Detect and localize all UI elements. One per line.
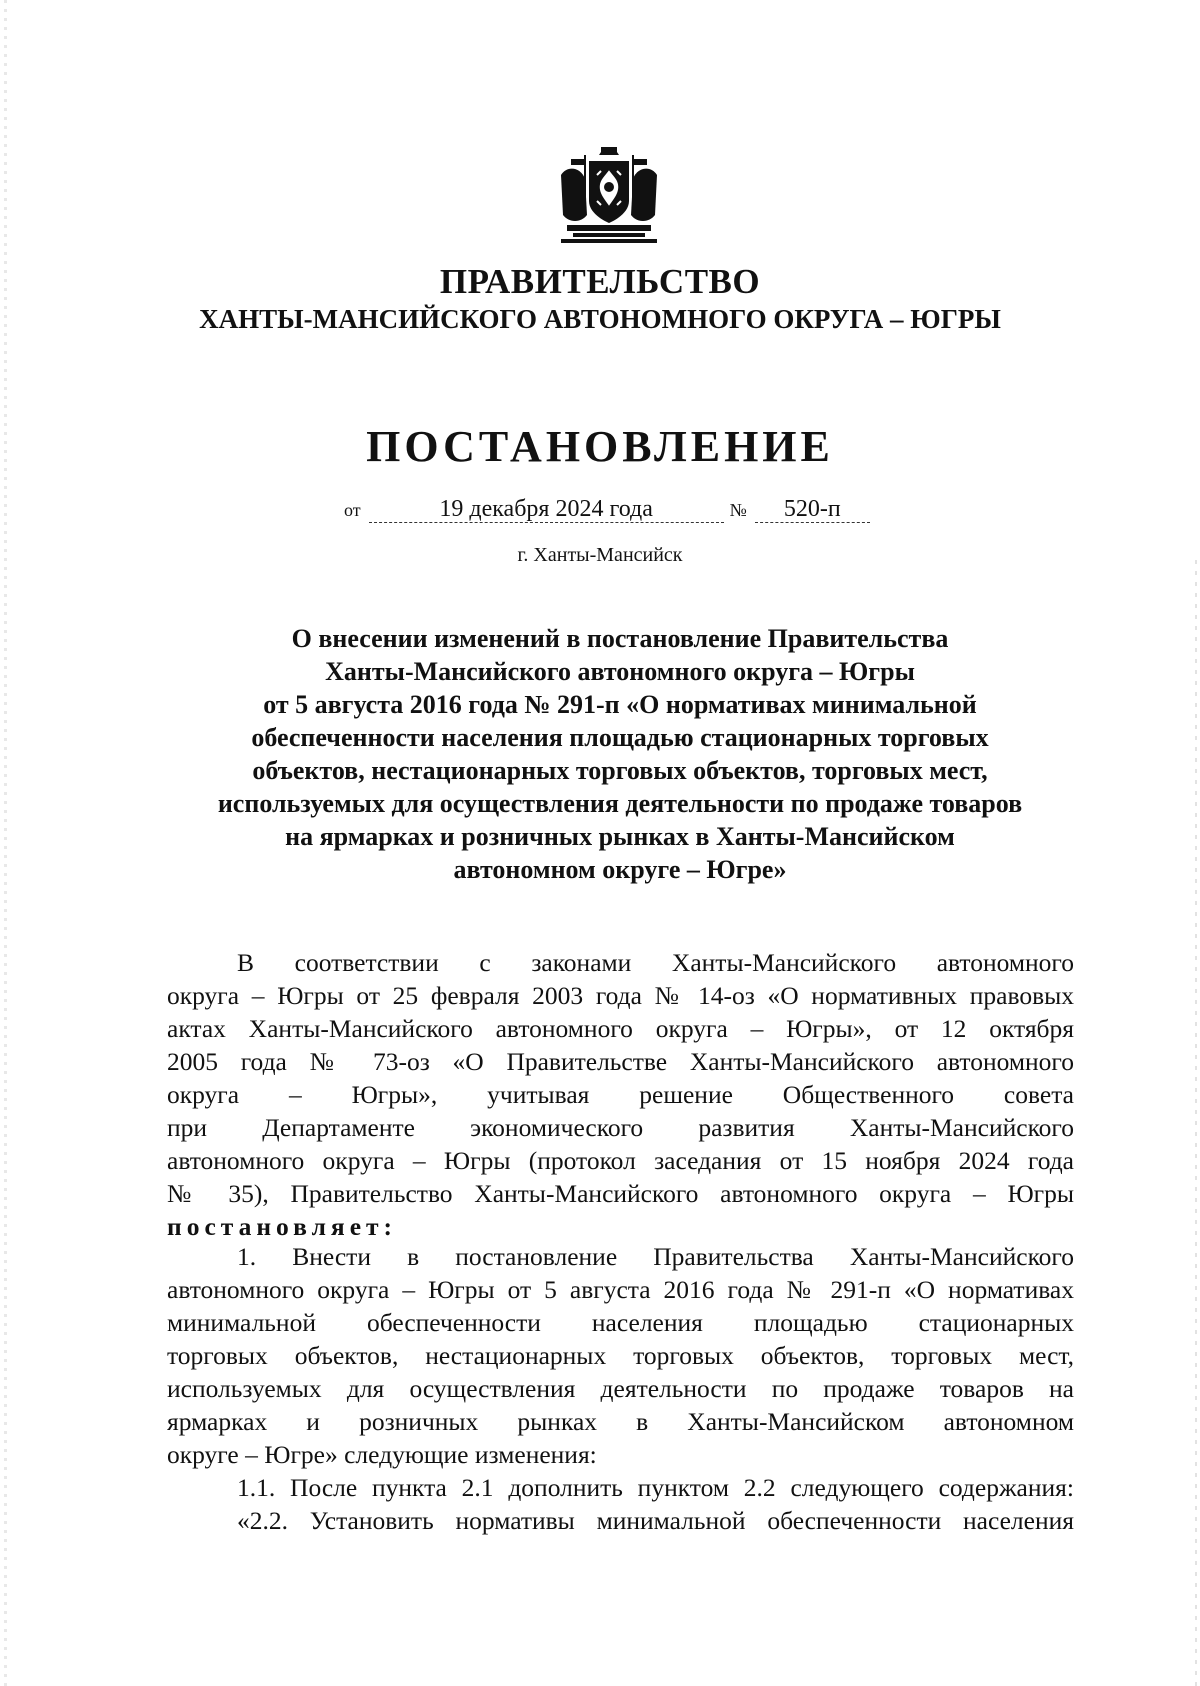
paragraph-line: округа – Югры от 25 февраля 2003 года № 14-оз «О нормативных правовых <box>167 981 1074 1010</box>
date-prefix: от <box>344 500 361 520</box>
paragraph-line: № 35), Правительство Ханты-Мансийского автономного округа – Югры <box>167 1179 1074 1208</box>
document-heading <box>0 622 1200 886</box>
document-number: 520-п <box>755 496 870 523</box>
paragraph-line: ярмарках и розничных рынках в Ханты-Мансийском автономном <box>167 1407 1074 1436</box>
org-subtitle: ХАНТЫ-МАНСИЙСКОГО АВТОНОМНОГО ОКРУГА – ЮГРЫ <box>199 304 1001 334</box>
date-number-line <box>344 494 870 524</box>
heading-line: от 5 августа 2016 года № 291-п «О нормативах минимальной <box>263 690 977 719</box>
paragraph-line: актах Ханты-Мансийского автономного округа – Югры», от 12 октября <box>167 1014 1074 1043</box>
heading-line: объектов, нестационарных торговых объектов, торговых мест, <box>252 756 988 785</box>
paragraph-line: В соответствии с законами Ханты-Мансийского автономного <box>237 948 1074 977</box>
heading-line: Ханты-Мансийского автономного округа – Югры <box>325 657 915 686</box>
paragraph-line: автономного округа – Югры от 5 августа 2016 года № 291-п «О нормативах <box>167 1275 1074 1304</box>
resolves-word: постановляет: <box>167 1212 398 1241</box>
heading-line: автономном округе – Югре» <box>453 855 787 884</box>
paragraph-line: при Департаменте экономического развития Ханты-Мансийского <box>167 1113 1074 1142</box>
paragraph-line: округе – Югре» следующие изменения: <box>167 1440 597 1469</box>
paragraph-line: автономного округа – Югры (протокол заседания от 15 ноября 2024 года <box>167 1146 1074 1175</box>
paragraph-line: 2005 года № 73-оз «О Правительстве Ханты-Мансийского автономного <box>167 1047 1074 1076</box>
paragraph-line: «2.2. Установить нормативы минимальной обеспеченности населения <box>237 1506 1074 1535</box>
org-title: ПРАВИТЕЛЬСТВО <box>439 262 761 301</box>
heading-line: обеспеченности населения площадью стационарных торговых <box>251 723 989 752</box>
heading-line: О внесении изменений в постановление Правительства <box>291 624 949 653</box>
paragraph-line: 1. Внести в постановление Правительства Ханты-Мансийского <box>237 1242 1074 1271</box>
clause-paragraph <box>167 1240 1074 1537</box>
document-type: ПОСТАНОВЛЕНИЕ <box>366 422 834 471</box>
document-date: 19 декабря 2024 года <box>369 496 724 523</box>
paragraph-line: округа – Югры», учитывая решение Общественного совета <box>167 1080 1074 1109</box>
city: г. Ханты-Мансийск <box>517 544 683 566</box>
paragraph-line: 1.1. После пункта 2.1 дополнить пунктом 2.2 следующего содержания: <box>237 1473 1074 1502</box>
heading-line: на ярмарках и розничных рынках в Ханты-Мансийском <box>285 822 955 851</box>
paragraph-line: используемых для осуществления деятельности по продаже товаров на <box>167 1374 1074 1403</box>
paragraph-line: торговых объектов, нестационарных торговых объектов, торговых мест, <box>167 1341 1074 1370</box>
number-sign: № <box>729 500 747 520</box>
heading-line: используемых для осуществления деятельности по продаже товаров <box>217 789 1023 818</box>
coat-of-arms-icon <box>553 145 665 245</box>
paragraph-line: минимальной обеспеченности населения площадью стационарных <box>167 1308 1074 1337</box>
preamble-paragraph <box>167 946 1074 1243</box>
